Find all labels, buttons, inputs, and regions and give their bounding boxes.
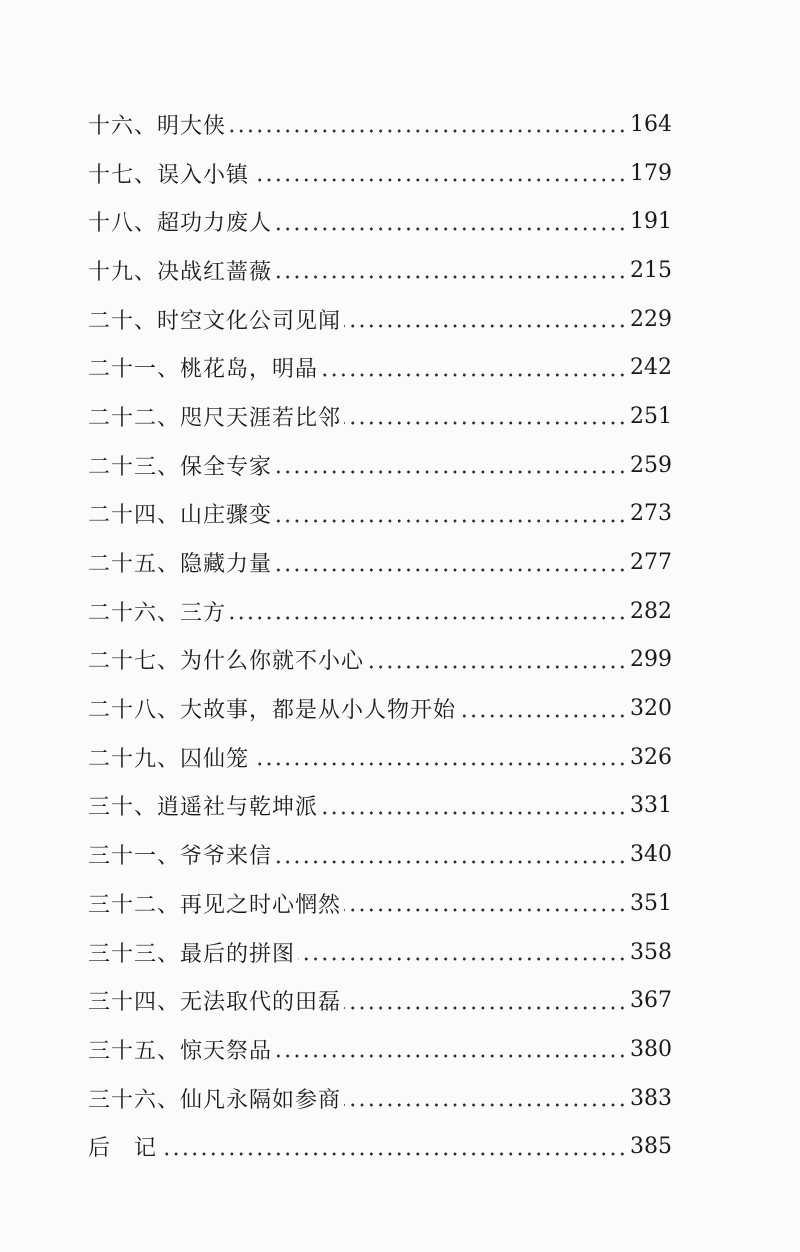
toc-entry-page: 385	[630, 1134, 672, 1160]
toc-entry-title: 二十五、隐藏力量	[88, 552, 273, 578]
toc-entry-title: 三十四、无法取代的田磊	[88, 990, 342, 1016]
dot-leader	[275, 225, 627, 233]
toc-entry-page: 242	[630, 355, 672, 381]
toc-entry	[88, 587, 672, 636]
toc-entry-title: 十八、超功力废人	[88, 211, 273, 237]
toc-entry-title: 后 记	[88, 1136, 158, 1162]
toc-entry-page: 358	[630, 939, 672, 965]
toc-entry	[88, 197, 672, 246]
toc-entry-page: 351	[630, 890, 672, 916]
toc-entry	[88, 636, 672, 685]
toc-entry-page: 380	[630, 1036, 672, 1062]
toc-entry	[88, 928, 672, 977]
toc-entry	[88, 684, 672, 733]
toc-entry-title: 三十三、最后的拼图	[88, 941, 296, 967]
toc-entry	[88, 1025, 672, 1074]
toc-entry-page: 383	[630, 1085, 672, 1111]
dot-leader	[275, 273, 627, 281]
dot-leader	[229, 614, 627, 622]
toc-entry-page: 326	[630, 744, 672, 770]
dot-leader	[367, 663, 627, 671]
toc-entry-page: 277	[630, 550, 672, 576]
toc-entry-title: 十七、误入小镇	[88, 162, 250, 188]
toc-entry-page: 320	[630, 696, 672, 722]
toc-entry-title: 三十六、仙凡永隔如参商	[88, 1087, 342, 1113]
toc-entry-title: 二十二、咫尺天涯若比邻	[88, 405, 342, 431]
toc-entry-title: 二十六、三方	[88, 600, 227, 626]
toc-entry-page: 259	[630, 452, 672, 478]
dot-leader	[344, 322, 627, 330]
toc-entry-title: 三十一、爷爷来信	[88, 844, 273, 870]
toc-entry	[88, 149, 672, 198]
dot-leader	[252, 760, 627, 768]
dot-leader	[344, 1004, 627, 1012]
dot-leader	[344, 1101, 627, 1109]
toc-entry-page: 179	[630, 160, 672, 186]
toc-entry-title: 二十三、保全专家	[88, 454, 273, 480]
toc-entry	[88, 441, 672, 490]
toc-entry-title: 三十二、再见之时心惘然	[88, 892, 342, 918]
toc-entry	[88, 100, 672, 149]
dot-leader	[275, 468, 627, 476]
toc-entry	[88, 879, 672, 928]
toc-entry-page: 299	[630, 647, 672, 673]
toc-entry-page: 191	[630, 209, 672, 235]
dot-leader	[344, 906, 627, 914]
dot-leader	[275, 517, 627, 525]
toc-entry-page: 251	[630, 403, 672, 429]
toc-entry-page: 273	[630, 501, 672, 527]
dot-leader	[344, 419, 627, 427]
toc-entry	[88, 830, 672, 879]
toc-entry-page: 331	[630, 793, 672, 819]
toc-entry-page: 229	[630, 306, 672, 332]
dot-leader	[252, 176, 627, 184]
toc-entry-title: 三十、逍遥社与乾坤派	[88, 795, 319, 821]
toc-entry	[88, 976, 672, 1025]
toc-entry	[88, 295, 672, 344]
dot-leader	[229, 127, 627, 135]
toc-entry	[88, 490, 672, 539]
toc-entry	[88, 392, 672, 441]
toc-entry	[88, 538, 672, 587]
toc-entry-title: 二十四、山庄骤变	[88, 503, 273, 529]
dot-leader	[275, 1052, 627, 1060]
toc-entry-title: 三十五、惊天祭品	[88, 1038, 273, 1064]
toc-entry-page: 340	[630, 842, 672, 868]
toc-entry-page: 282	[630, 598, 672, 624]
toc-entry-page: 164	[630, 111, 672, 137]
dot-leader	[160, 1150, 627, 1158]
toc-entry	[88, 782, 672, 831]
table-of-contents	[88, 100, 672, 1171]
dot-leader	[321, 371, 627, 379]
toc-entry-page: 215	[630, 257, 672, 283]
dot-leader	[298, 955, 627, 963]
toc-entry	[88, 1074, 672, 1123]
dot-leader	[321, 809, 627, 817]
toc-entry-title: 二十、时空文化公司见闻	[88, 308, 342, 334]
toc-entry-title: 十六、明大侠	[88, 113, 227, 139]
toc-entry	[88, 733, 672, 782]
toc-entry-title: 二十八、大故事，都是从小人物开始	[88, 698, 457, 724]
toc-entry-title: 十九、决战红蔷薇	[88, 259, 273, 285]
dot-leader	[459, 712, 627, 720]
dot-leader	[275, 566, 627, 574]
toc-entry-title: 二十九、囚仙笼	[88, 746, 250, 772]
toc-entry-title: 二十一、桃花岛，明晶	[88, 357, 319, 383]
toc-entry	[88, 246, 672, 295]
dot-leader	[275, 858, 627, 866]
toc-entry-page: 367	[630, 988, 672, 1014]
toc-entry-title: 二十七、为什么你就不小心	[88, 649, 365, 675]
toc-entry	[88, 1122, 672, 1171]
toc-entry	[88, 343, 672, 392]
